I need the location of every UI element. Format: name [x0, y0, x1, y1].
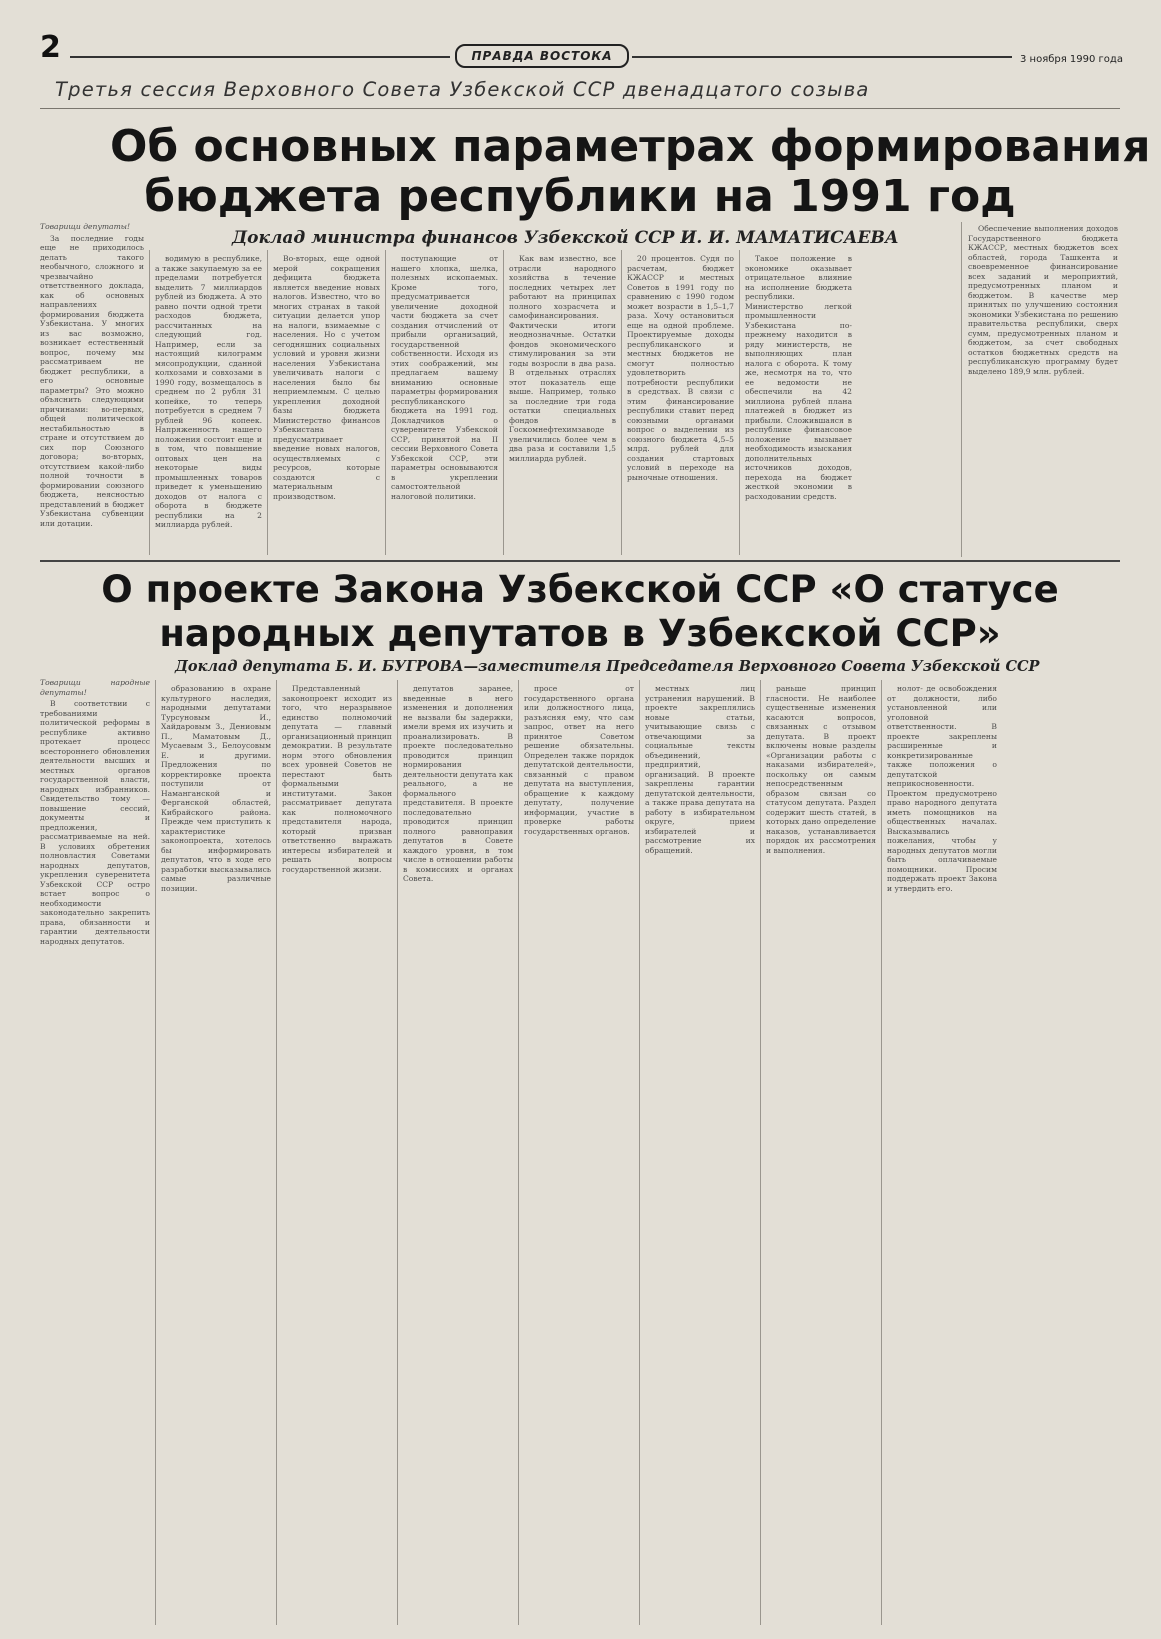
article2-column-6 [645, 684, 755, 1628]
column-divider [961, 222, 962, 557]
issue-date: 3 ноября 1990 года [1020, 54, 1123, 65]
column-divider [518, 680, 519, 1625]
article1-greeting: Товарищи депутаты! [40, 222, 131, 231]
article2-column-2-text: образованию в охране культурного наследия, народными депутатами Турсуновым И., Хайдаровым З., Дениовым П., Маматовым Д., Мусаевым З., Белоусовым Е. и другими. Предложения по корректировке проекта поступили от Наманганской и Ферганской областей, Кибрайского района. Прежде чем приступить к характеристике законопроекта, хотелось бы информировать депутатов, что в ходе его разработки высказывались самые различные позиции. [161, 684, 271, 893]
column-divider [385, 250, 386, 555]
column-divider [503, 250, 504, 555]
article1-subtitle: Доклад министра финансов Узбекской ССР И. И. МАМАТИСАЕВА [232, 228, 899, 248]
article1-title-line1: Об основных параметрах формирования [110, 121, 1151, 172]
column-divider [149, 250, 150, 555]
article1-column-7-text: Такое положение в экономике оказывает отрицательное влияние на исполнение бюджета республики. Министерство легкой промышленности Узбекистана по-прежнему находится в ряду министерств, не выполняющих план налога с оборота. К тому же, несмотря на то, что ее ведомости не обеспечили на 42 миллиона рублей плана платежей в бюджет из прибыли. Сложившаяся в республике финансовое положение вызывает необходимость изыскания дополнительных источников доходов, перехода на бюджет жесткой экономии в расходовании средств. [745, 254, 852, 501]
article2-column-6-text: местных лиц устранения нарушений. В проекте закреплялись новые статьи, учитывающие связь с отвечающими за социальные тексты объединений, предприятий, организаций. В проекте закреплены гарантии депутатской деятельности, а также права депутата на работу в избирательном округе, прием избирателей и рассмотрение их обращений. [645, 684, 755, 855]
article1-column-5-text: Как вам известно, все отрасли народного хозяйства в течение последних четырех лет работают на принципах полного хозрасчета и самофинансирования. Фактически итоги неоднозначные. Остатки фондов экономического стимулирования за эти годы возросли в два раза. В отдельных отраслях этот показатель еще выше. Например, только за последние три года остатки специальных фондов в Госкомнефтехимзаводе увеличились более чем в два раза и составили 1,5 миллиарда рублей. [509, 254, 616, 463]
article1-column-8-text: Обеспечение выполнения доходов Государственного бюджета КЖАССР, местных бюджетов всех областей, города Ташкента и своевременное финансирование всех заданий и мероприятий, предусмотренных планом и бюджетом. В качестве мер принятых по улучшению состояния экономики Узбекистана по решению правительства республики, сверх сумм, предусмотренных планом и бюджетом, за счет свободных остатков бюджетных средств на республиканскую программу будет выделено 189,9 млн. рублей. [968, 224, 1118, 376]
column-divider [621, 250, 622, 555]
article1-column-6-text: 20 процентов. Судя по расчетам, бюджет КЖАССР и местных Советов в 1991 году по сравнению с 1990 годом может возрасти в 1,5–1,7 раза. Хочу остановиться еще на одной проблеме. Проектируемые доходы республиканского и местных бюджетов не смогут полностью удовлетворить потребности республики в средствах. В связи с этим финансирование республики ставит перед союзными органами вопрос о выделении из союзного бюджета 4,5–5 млрд. рублей для создания стартовых условий в переходе на рыночные отношения. [627, 254, 734, 482]
article2-column-8 [887, 684, 997, 1628]
article1-title-line2: бюджета республики на 1991 год [144, 171, 1016, 222]
article2-column-5 [524, 684, 634, 1628]
article2-column-8-text: нолот- де освобождения от должности, либо установленной или уголовной ответственности. В проекте закреплены расширенные и конкретизированные также положения о депутатской неприкосновенности. Проектом предусмотрено право народного депутата иметь помощников на общественных началах. Высказывались пожелания, чтобы у народных депутатов могли быть оплачиваемые помощники. Просим поддержать проект Закона и утвердить его. [887, 684, 997, 893]
article1-column-2 [155, 254, 262, 556]
column-divider [155, 680, 156, 1625]
article1-column-1 [40, 222, 144, 558]
article1-column-7 [745, 254, 852, 556]
article2-greeting: Товарищи народные депутаты! [40, 678, 150, 697]
article2-column-7-text: раньше принцип гласности. Не наиболее существенные изменения касаются вопросов, связанных с отзывом депутата. В проект включены новые разделы «Организации работы с наказами избирателей», поскольку он самым непосредственным образом связан со статусом депутата. Раздел содержит шесть статей, в которых дано определение наказов, устанавливается порядок их рассмотрения и выполнения. [766, 684, 876, 855]
column-divider [276, 680, 277, 1625]
article1-column-2-text: водимую в республике, а также закупаемую за ее пределами потребуется выделить 7 миллиардов рублей из бюджета. А это равно почти одной трети расходов бюджета, рассчитанных на следующий год. Например, если за настоящий килограмм мясопродукции, сданной колхозами и совхозами в 1990 году, возмещалось в среднем по 2 рубля 31 копейке, то теперь потребуется в среднем 7 рублей 96 копеек. Напряженность нашего положения состоит еще и в том, что повышение оптовых цен на некоторые виды промышленных товаров приведет к уменьшению доходов от налога с оборота в бюджете республики на 2 миллиарда рублей. [155, 254, 262, 529]
article2-title-line2: народных депутатов в Узбекской ССР» [159, 612, 1001, 655]
article2-column-7 [766, 684, 876, 1628]
masthead-rule-right [632, 56, 1012, 58]
article1-column-1-text: За последние годы еще не приходилось делать такого необычного, сложного и чрезвычайно ответственного доклада, как об основных направлениях формирования бюджета Узбекистана. У многих из вас возможно, возникает естественный вопрос, почему мы рассматриваем не бюджет республики, а его основные параметры? Это можно объяснить следующими причинами: во-первых, общей политической нестабильностью в стране и отсутствием до сих пор Союзного договора; во-вторых, отсутствием какой-либо полной точности в формировании союзного бюджета, неясностью представлений в бюджет Узбекистана субвенции или дотации. [40, 233, 144, 528]
article1-column-4 [391, 254, 498, 556]
column-divider [760, 680, 761, 1625]
article2-column-1 [40, 678, 150, 1628]
article1-column-3-text: Во-вторых, еще одной мерой сокращения дефицита бюджета является введение новых налогов. Известно, что во многих странах в такой ситуации делается упор на налоги, взимаемые с населения. Но с учетом сегодняшних социальных условий и уровня жизни населения Узбекистана увеличивать налоги с населения было бы неприемлемым. С целью укрепления доходной базы бюджета Министерство финансов Узбекистана предусматривает введение новых налогов, осуществляемых с ресурсов, которые создаются с материальным производством. [273, 254, 380, 501]
article2-column-1-text: В соответствии с требованиями политической реформы в республике активно протекает процесс всестороннего обновления деятельности высших и местных органов государственной власти, народных избранников. Свидетельство тому — повышение сессий, документы и предложения, рассматриваемые на ней. В условиях обретения полновластия Советами народных депутатов, укрепления суверенитета Узбекской ССР остро встает вопрос о необходимости законодательно закрепить права, обязанности и гарантии деятельности народных депутатов. [40, 699, 150, 946]
article2-column-4-text: депутатов заранее, введенные в него изменения и дополнения не вызвали бы задержки, имели время их изучить и проанализировать. В проекте последовательно проводится принцип нормирования деятельности депутата как реального, а не формального представителя. В проекте последовательно проводится принцип полного равноправия депутатов в Совете каждого уровня, в том числе в отношении работы в комиссиях и органах Совета. [403, 684, 513, 883]
article2-column-4 [403, 684, 513, 1628]
column-divider [639, 680, 640, 1625]
page-number: 2 [40, 30, 61, 65]
session-heading: Третья сессия Верховного Совета Узбекской ССР двенадцатого созыва [55, 78, 870, 101]
article2-column-3-text: Представленный законопроект исходит из того, что неразрывное единство полномочий депутата — главный организационный принцип демократии. В результате норм этого обновления всех уровней Советов не перестают быть формальными институтами. Закон рассматривает депутата как полномочного представителя народа, который призван ответственно выражать интересы избирателей и решать вопросы государственной жизни. [282, 684, 392, 874]
article2-column-5-text: просе от государственного органа или должностного лица, разъясняя ему, что сам запрос, ответ на него принятое Советом решение обязательны. Определен также порядок депутатской деятельности, связанный с правом депутата на выступления, обращение к каждому депутату, получение информации, участие в проверке работы государственных органов. [524, 684, 634, 836]
article2-column-2 [161, 684, 271, 1628]
article1-column-5 [509, 254, 616, 556]
session-rule [40, 108, 1120, 109]
column-divider [267, 250, 268, 555]
article1-column-3 [273, 254, 380, 556]
article2-title-line1: О проекте Закона Узбекской ССР «О статусе [101, 568, 1059, 611]
newspaper-title: ПРАВДА ВОСТОКА [455, 44, 629, 68]
article1-column-8 [968, 224, 1118, 556]
article2-subtitle: Доклад депутата Б. И. БУГРОВА—заместителя Председателя Верховного Совета Узбекской ССР [175, 658, 1040, 675]
article2-column-3 [282, 684, 392, 1628]
article1-column-6 [627, 254, 734, 556]
article-separator [40, 560, 1120, 562]
column-divider [881, 680, 882, 1625]
column-divider [397, 680, 398, 1625]
article1-column-4-text: поступающие от нашего хлопка, шелка, полезных ископаемых. Кроме того, предусматривается увеличение доходной части бюджета за счет создания отчислений от прибыли организаций, государственной собственности. Исходя из этих соображений, мы предлагаем вашему вниманию основные параметры формирования республиканского бюджета на 1991 год. Докладчиков о суверенитете Узбекской ССР, принятой на II сессии Верховного Совета Узбекской ССР, эти параметры основываются в укреплении самостоятельной налоговой политики. [391, 254, 498, 501]
column-divider [739, 250, 740, 555]
masthead-rule-left [70, 56, 450, 58]
